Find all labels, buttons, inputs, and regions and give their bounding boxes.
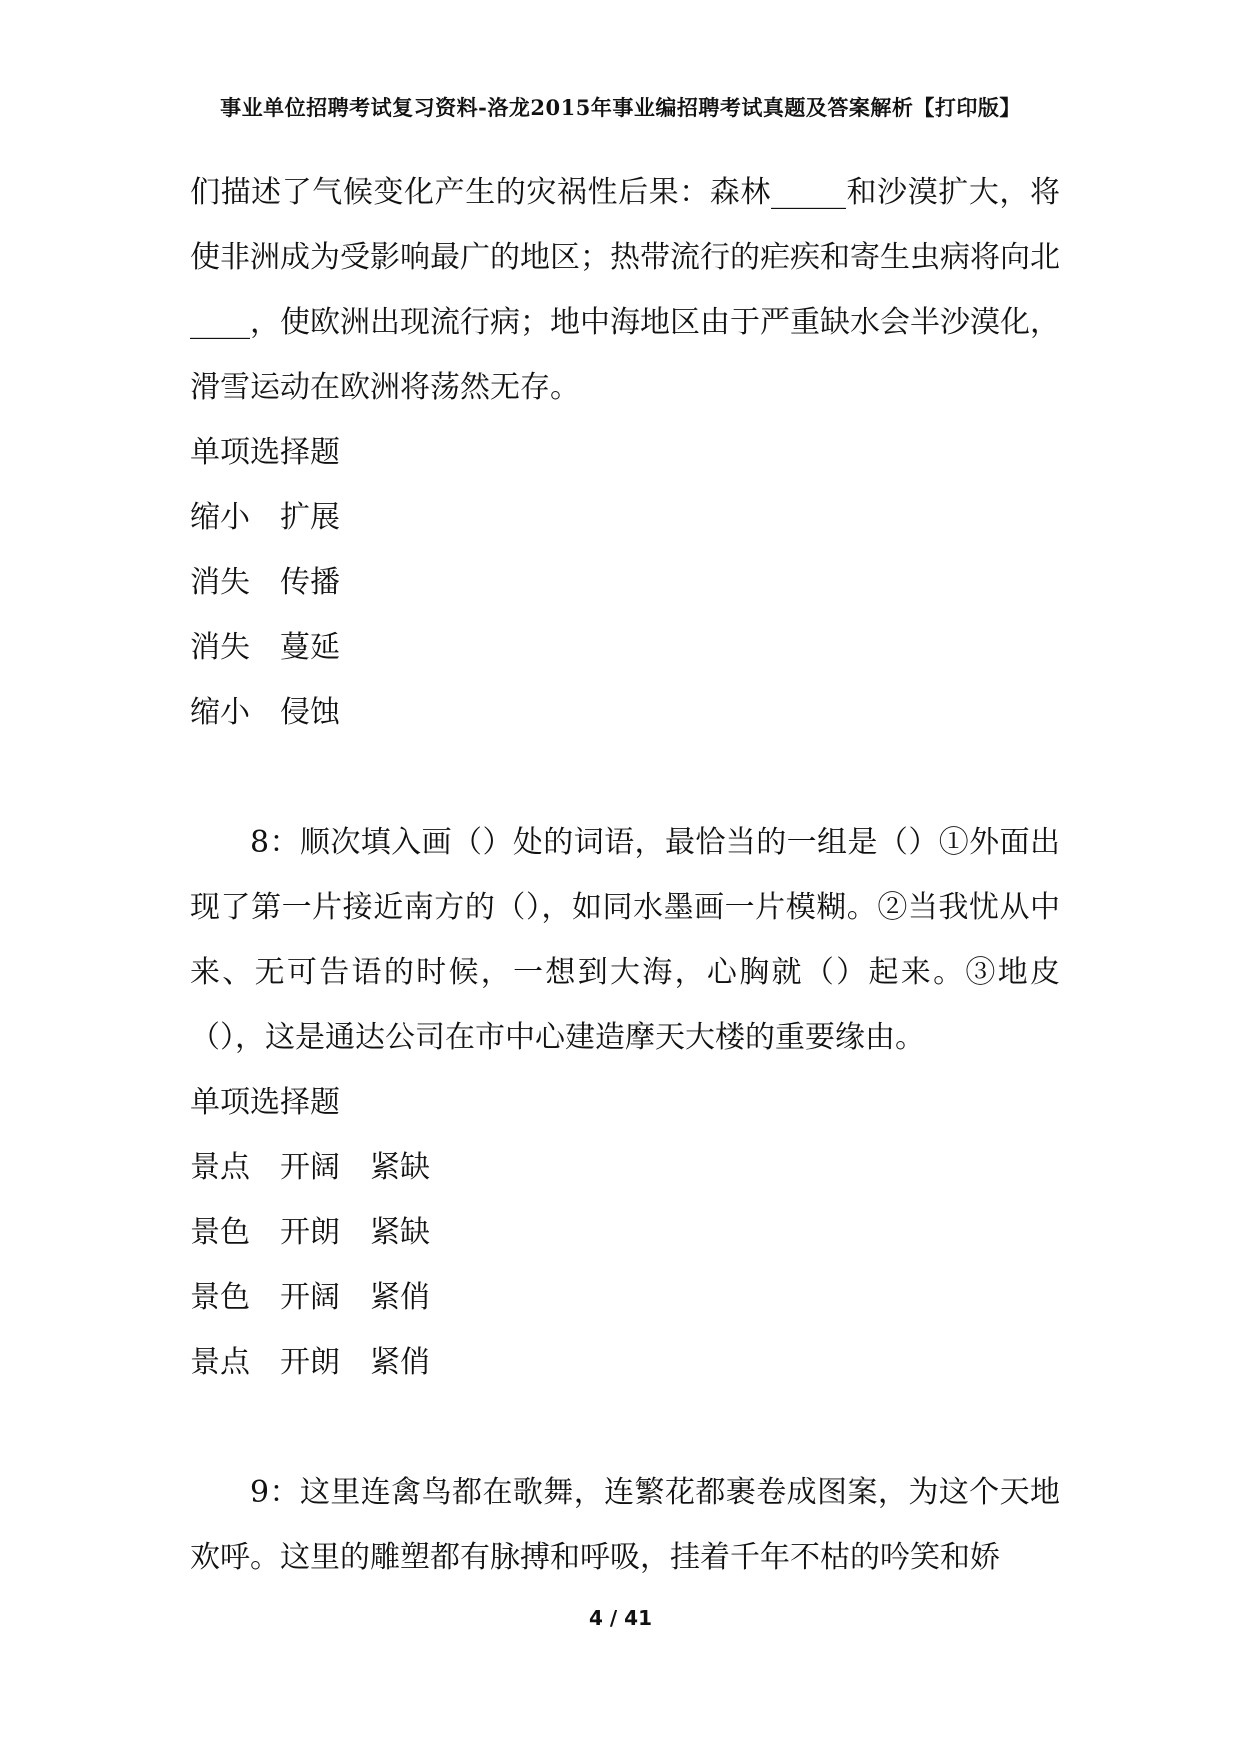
q8-option-d[interactable] (190, 1330, 1060, 1395)
spacer (190, 1395, 1060, 1460)
q9-question-text: 9：这里连禽鸟都在歌舞，连繁花都裹卷成图案，为这个天地欢呼。这里的雕塑都有脉搏和呼吸，挂着千年不枯的吟笑和娇 (190, 1475, 1060, 1575)
option-word: 景色 (190, 1215, 250, 1250)
option-word: 扩展 (280, 500, 340, 535)
option-word: 景点 (190, 1150, 250, 1185)
q8-type-label: 单项选择题 (190, 1085, 340, 1120)
option-word: 蔓延 (280, 630, 340, 665)
option-word: 紧俏 (370, 1280, 430, 1315)
page-number: 4 / 41 (589, 1606, 652, 1630)
spacer (190, 745, 1060, 810)
q7-option-b[interactable] (190, 550, 1060, 615)
q7-option-d[interactable] (190, 680, 1060, 745)
q8-option-a[interactable] (190, 1135, 1060, 1200)
option-word: 缩小 (190, 695, 250, 730)
option-word: 传播 (280, 565, 340, 600)
option-word: 紧缺 (370, 1150, 430, 1185)
q8-question-text: 8：顺次填入画（）处的词语，最恰当的一组是（）①外面出现了第一片接近南方的（），如同水墨画一片模糊。②当我忧从中来、无可告语的时候，一想到大海，心胸就（）起来。③地皮（），这是通达公司在市中心建造摩天大楼的重要缘由。 (190, 825, 1060, 1055)
option-word: 景色 (190, 1280, 250, 1315)
option-word: 紧俏 (370, 1345, 430, 1380)
option-word: 开朗 (280, 1215, 340, 1250)
option-word: 景点 (190, 1345, 250, 1380)
q7-type-label: 单项选择题 (190, 435, 340, 470)
option-word: 缩小 (190, 500, 250, 535)
q7-option-c[interactable] (190, 615, 1060, 680)
option-word: 开阔 (280, 1150, 340, 1185)
option-word: 开阔 (280, 1280, 340, 1315)
option-word: 侵蚀 (280, 695, 340, 730)
option-word: 消失 (190, 630, 250, 665)
option-word: 开朗 (280, 1345, 340, 1380)
option-word: 消失 (190, 565, 250, 600)
option-word: 紧缺 (370, 1215, 430, 1250)
q8-option-c[interactable] (190, 1265, 1060, 1330)
q7-passage-tail: 们描述了气候变化产生的灾祸性后果：森林_____和沙漠扩大，将使非洲成为受影响最广的地区；热带流行的疟疾和寄生虫病将向北____，使欧洲出现流行病；地中海地区由于严重缺水会半沙漠化，滑雪运动在欧洲将荡然无存。 (190, 175, 1060, 405)
page-header-title: 事业单位招聘考试复习资料-洛龙2015年事业编招聘考试真题及答案解析【打印版】 (220, 95, 1021, 120)
document-body (190, 160, 1060, 1590)
q7-option-a[interactable] (190, 485, 1060, 550)
q8-option-b[interactable] (190, 1200, 1060, 1265)
